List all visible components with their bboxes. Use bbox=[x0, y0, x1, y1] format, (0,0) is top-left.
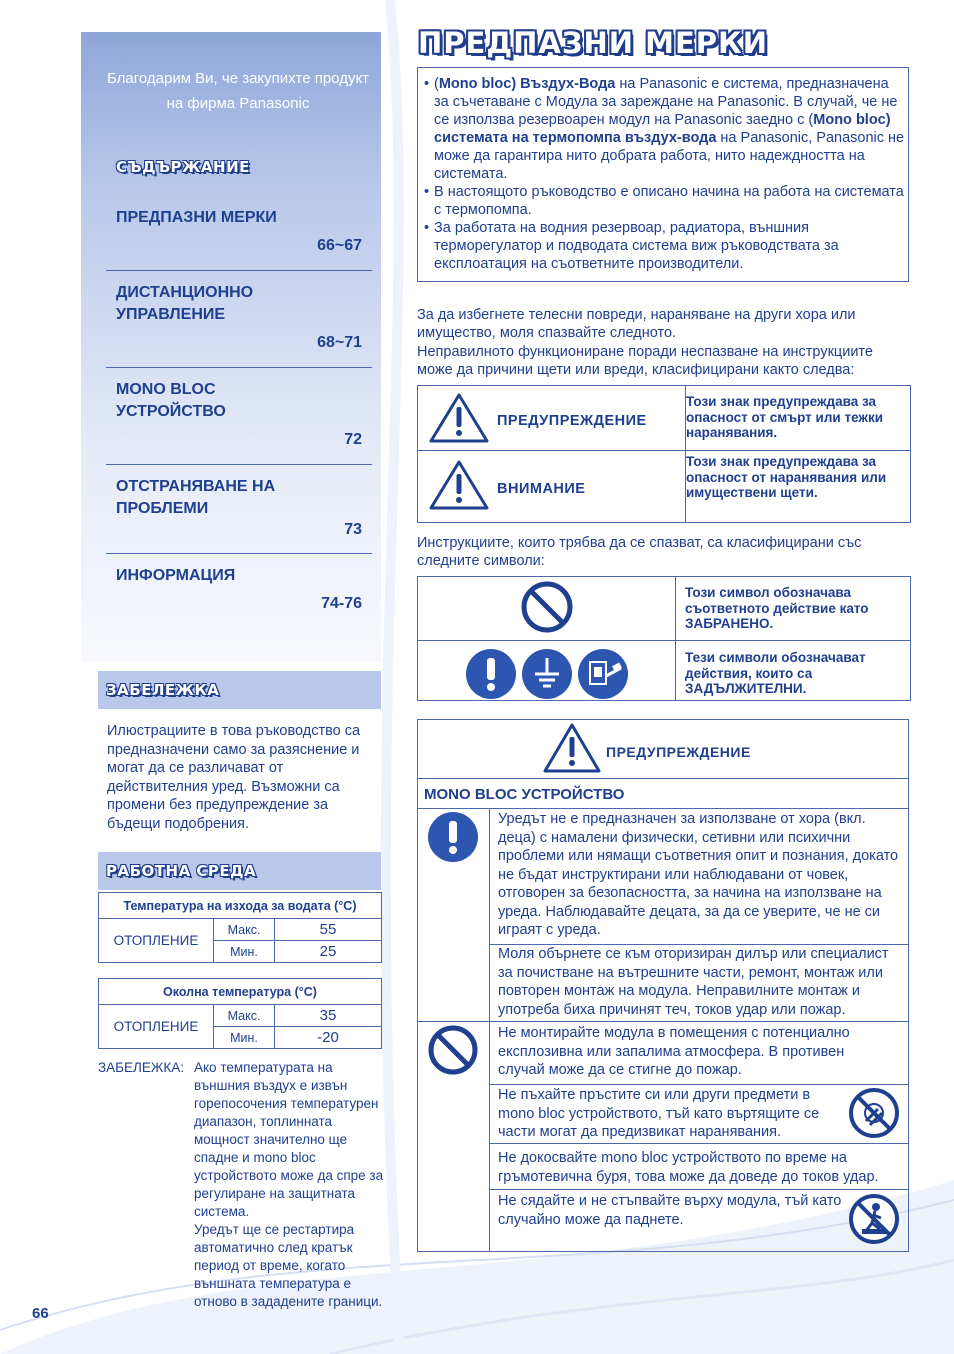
environment-note-label: ЗАБЕЛЕЖКА: bbox=[98, 1060, 184, 1075]
warning-row-6: Не сядайте и не стъпвайте върху модула, тъй като случайно може да паднете. bbox=[498, 1193, 842, 1228]
level-label-warning: ПРЕДУПРЕЖДЕНИЕ bbox=[497, 413, 647, 429]
page-number: 66 bbox=[32, 1305, 49, 1322]
mode-cell: ОТОПЛЕНИЕ bbox=[99, 919, 214, 963]
no-stepping-icon bbox=[848, 1193, 900, 1245]
environment-note-text-2: Уредът ще се рестартира автоматично след кратък период от време, когато външната температура е отново в зададените граници. bbox=[194, 1222, 383, 1309]
environment-note-text bbox=[194, 1059, 386, 1311]
toc-item-troubleshooting[interactable] bbox=[106, 466, 372, 554]
toc-label: ОТСТРАНЯВАНЕ НА ПРОБЛЕМИ bbox=[116, 478, 276, 517]
mode-cell: ОТОПЛЕНИЕ bbox=[99, 1005, 214, 1049]
row-label: Мин. bbox=[214, 1027, 275, 1049]
warning-triangle-icon bbox=[542, 722, 602, 774]
warning-row-2: Моля обърнете се към оторизиран дилър или специалист за почистване на вътрешните части, ремонт, монтаж или повторен монтаж на модула. Неправилните монтаж и употреба биха причинят теч, токов удар или пожар. bbox=[498, 946, 889, 1018]
environment-note-text-1: Ако температурата на външния въздух е извън горепосочения температурен диапазон, топлинната мощност значително ще спадне и mono bloc устройството може да спре за регулиране на защитната система. bbox=[194, 1060, 384, 1219]
row-value: 55 bbox=[275, 919, 382, 941]
toc-item-information[interactable] bbox=[106, 555, 372, 619]
toc-label: ДИСТАНЦИОННО УПРАВЛЕНИЕ bbox=[116, 284, 254, 323]
intro-bullets bbox=[424, 75, 906, 273]
toc-item-precautions[interactable] bbox=[106, 198, 372, 271]
toc-page: 73 bbox=[344, 521, 362, 538]
page-title: ПРЕДПАЗНИ МЕРКИ bbox=[418, 26, 769, 60]
table-header: Температура на изхода за водата (°C) bbox=[99, 893, 382, 919]
row-label: Макс. bbox=[214, 1005, 275, 1027]
warning-row-1: Уредът не е предназначен за използване от хора (вкл. деца) с намалени физически, сетивни или психични проблеми или нямащи съответния опит и познания, докато не бъдат инструктирани или наблюдавани от човек, отговорен за безопасността, за начина на използване на уреда. Наблюдавайте децата, за да се уверите, че не си играят с уреда. bbox=[498, 811, 899, 938]
toc-label: ИНФОРМАЦИЯ bbox=[116, 567, 236, 584]
caution-triangle-icon bbox=[428, 459, 490, 511]
note-band bbox=[98, 671, 381, 709]
intro-bullet-1: • (Mono bloc) Въздух-Вода на Panasonic е система, предназначена за съчетаване с Модула за зареждане на Panasonic. В случай, че не се използва резервоарен модул на Panasonic заедно с (Mono bloc) системата на термопомпа въздух-вода на Panasonic, Panasonic не може да гарантира нито добрата работа, нито надеждността на системата. bbox=[424, 75, 906, 183]
prohibited-icon bbox=[520, 580, 574, 634]
toc-label: ПРЕДПАЗНИ МЕРКИ bbox=[116, 209, 277, 226]
mandatory-exclamation-icon bbox=[465, 648, 517, 700]
toc-label: MONO BLOC УСТРОЙСТВО bbox=[116, 381, 226, 420]
paragraph-3: Инструкциите, които трябва да се спазват, са класифицирани със следните символи: bbox=[417, 535, 862, 570]
environment-title: РАБОТНА СРЕДА bbox=[106, 862, 257, 880]
warning-row-4: Не пъхайте пръстите си или други предмети в mono bloc устройството, тъй като въртящите се части могат да предизвикат наранявания. bbox=[498, 1087, 820, 1140]
toc-item-remote-control[interactable] bbox=[106, 272, 372, 368]
level-desc-caution: Този знак предупреждава за опасност от наранявания или имуществени щети. bbox=[686, 454, 887, 500]
contents-title: СЪДЪРЖАНИЕ bbox=[116, 158, 250, 176]
level-label-caution: ВНИМАНИЕ bbox=[497, 481, 586, 497]
no-fingers-icon bbox=[848, 1087, 900, 1139]
earth-ground-icon bbox=[521, 648, 573, 700]
table-header: Околна температура (°C) bbox=[99, 979, 382, 1005]
warning-triangle-icon bbox=[428, 392, 490, 444]
environment-band bbox=[98, 852, 381, 890]
row-value: 35 bbox=[275, 1005, 382, 1027]
unplug-power-icon bbox=[577, 648, 629, 700]
prohibited-icon bbox=[427, 1024, 479, 1076]
warning-row-5: Не докосвайте mono bloc устройството по време на гръмотевична буря, това може да доведе до токов удар. bbox=[498, 1150, 879, 1185]
row-label: Мин. bbox=[214, 941, 275, 963]
level-desc-warning: Този знак предупреждава за опасност от смърт или тежки наранявания. bbox=[686, 394, 884, 440]
toc-page: 74-76 bbox=[321, 595, 362, 612]
intro-bullet-2: • В настоящото ръководство е описано начина на работа на системата с термопомпа. bbox=[424, 183, 906, 219]
row-value: -20 bbox=[275, 1027, 382, 1049]
row-value: 25 bbox=[275, 941, 382, 963]
forbidden-desc: Този символ обозначава съответното действие като ЗАБРАНЕНО. bbox=[685, 585, 869, 631]
toc-page: 72 bbox=[344, 431, 362, 448]
mandatory-exclamation-icon bbox=[427, 811, 479, 863]
warning-subheading: MONO BLOC УСТРОЙСТВО bbox=[424, 786, 625, 803]
warning-row-3: Не монтирайте модула в помещения с потенциално експлозивна или запалима атмосфера. В противен случай може да се стигне до пожар. bbox=[498, 1025, 850, 1078]
warning-heading: ПРЕДУПРЕЖДЕНИЕ bbox=[606, 744, 751, 760]
note-title: ЗАБЕЛЕЖКА bbox=[106, 681, 220, 699]
ambient-temp-table bbox=[98, 978, 382, 1049]
thanks-text: Благодарим Ви, че закупихте продукт на фирма Panasonic bbox=[106, 70, 370, 112]
water-temp-table bbox=[98, 892, 382, 963]
paragraph-2: Неправилното функциониране поради неспазване на инструкциите може да причини щети или вреди, класифицирани както следва: bbox=[417, 344, 873, 379]
mandatory-desc: Тези символи обозначават действия, които са ЗАДЪЛЖИТЕЛНИ. bbox=[685, 650, 866, 696]
intro-bullet-3: • За работата на водния резервоар, радиатора, външния терморегулатор и подводата система виж ръководствата за експлоатация на съответните производители. bbox=[424, 219, 906, 273]
toc-page: 66~67 bbox=[317, 237, 362, 254]
note-text: Илюстрациите в това ръководство са предназначени само за разяснение и могат да се различават от действителния уред. Възможни са промени без предупреждение за бъдещи подобрения. bbox=[107, 723, 361, 832]
toc-page: 68~71 bbox=[317, 334, 362, 351]
paragraph-1: За да избегнете телесни повреди, нараняване на други хора или имущество, моля спазвайте следното. bbox=[417, 307, 856, 342]
row-label: Макс. bbox=[214, 919, 275, 941]
toc-item-mono-bloc[interactable] bbox=[106, 369, 372, 465]
